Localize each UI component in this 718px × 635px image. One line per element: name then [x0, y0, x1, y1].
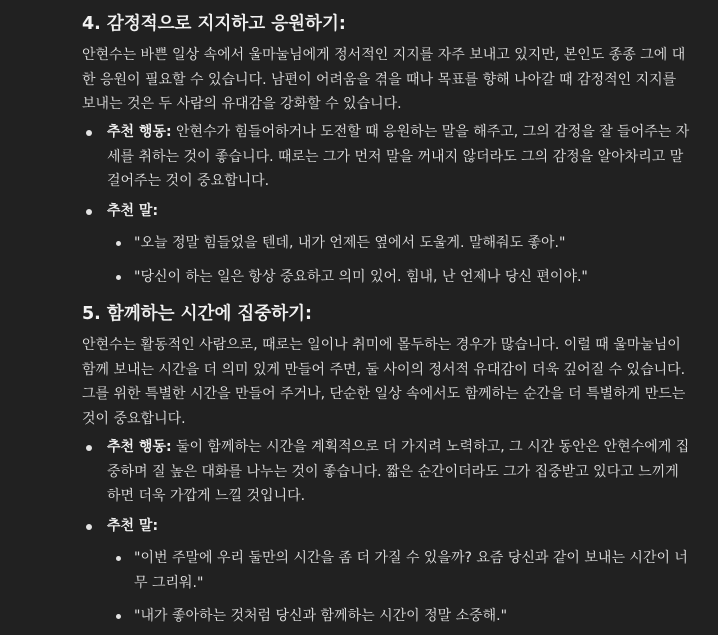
bullet-icon: [86, 524, 92, 530]
bullet-icon: [116, 241, 121, 246]
quote-text: "이번 주말에 우리 둘만의 시간을 좀 더 가질 수 있을까? 요즘 당신과 같이 보내는 시간이 너무 그리워.": [134, 550, 688, 591]
section-paragraph-5: 안현수는 활동적인 사람으로, 때로는 일이나 취미에 몰두하는 경우가 많습니다. 이럴 때 울마눌님이 함께 보내는 시간을 더 의미 있게 만들어 주면, 둘 사이의 정서적 유대감이 더욱 깊어질 수 있습니다. 그를 위한 특별한 시간을 만들어 주거나, 단순한 일상 속에서도 함께하는 순간을 더 특별하게 만드는 것이 중요합니다.: [82, 337, 686, 427]
list-item-words: [82, 199, 692, 224]
quote-item: [107, 604, 692, 629]
list-item-action: [82, 435, 692, 509]
action-label: 추천 행동:: [107, 124, 172, 140]
quote-text: "내가 좋아하는 것처럼 당신과 함께하는 시간이 정말 소중해.": [134, 608, 508, 624]
words-label: 추천 말:: [107, 203, 159, 219]
quote-item: [107, 265, 692, 290]
list-item-words: [82, 514, 692, 539]
quote-list-5: [107, 546, 692, 629]
bullet-icon: [86, 445, 92, 451]
quote-text: "오늘 정말 힘들었을 텐데, 내가 언제든 옆에서 도울게. 말해줘도 좋아.": [134, 235, 566, 251]
action-label: 추천 행동:: [107, 439, 172, 455]
section-list-4: [82, 120, 692, 194]
action-text: 안현수가 힘들어하거나 도전할 때 응원하는 말을 해주고, 그의 감정을 잘 들어주는 자세를 취하는 것이 좋습니다. 때로는 그가 먼저 말을 꺼내지 않더라도 그의 감정을 알아차리고 말 걸어주는 것이 중요합니다.: [107, 124, 690, 189]
list-item-action: [82, 120, 692, 194]
bullet-icon: [116, 275, 121, 280]
quote-list-4: [107, 231, 692, 289]
quote-item: [107, 546, 692, 595]
section-list-5: [82, 435, 692, 509]
words-label: 추천 말:: [107, 518, 159, 534]
section-paragraph-4: 안현수는 바쁜 일상 속에서 울마눌님에게 정서적인 지지를 자주 보내고 있지만, 본인도 종종 그에 대한 응원이 필요할 수 있습니다. 남편이 어려움을 겪을 때나 목표를 향해 나아갈 때 감정적인 지지를 보내는 것은 두 사람의 유대감을 강화할 수 있습니다.: [82, 47, 686, 112]
section-list-4-words: [82, 199, 692, 224]
action-text: 둘이 함께하는 시간을 계획적으로 더 가지려 노력하고, 그 시간 동안은 안현수에게 집중하며 질 높은 대화를 나누는 것이 좋습니다. 짧은 순간이더라도 그가 집중받고 있다고 느끼게 하면 더욱 가깝게 느낄 것입니다.: [107, 439, 690, 504]
section-heading-4: 4. 감정적으로 지지하고 응원하기:: [82, 14, 346, 34]
bullet-icon: [116, 556, 121, 561]
bullet-icon: [86, 130, 92, 136]
bullet-icon: [116, 614, 121, 619]
section-list-5-words: [82, 514, 692, 539]
quote-text: "당신이 하는 일은 항상 중요하고 의미 있어. 힘내, 난 언제나 당신 편이야.": [134, 268, 588, 285]
section-heading-5: 5. 함께하는 시간에 집중하기:: [82, 304, 313, 324]
quote-item: [107, 231, 692, 256]
bullet-icon: [86, 209, 92, 215]
